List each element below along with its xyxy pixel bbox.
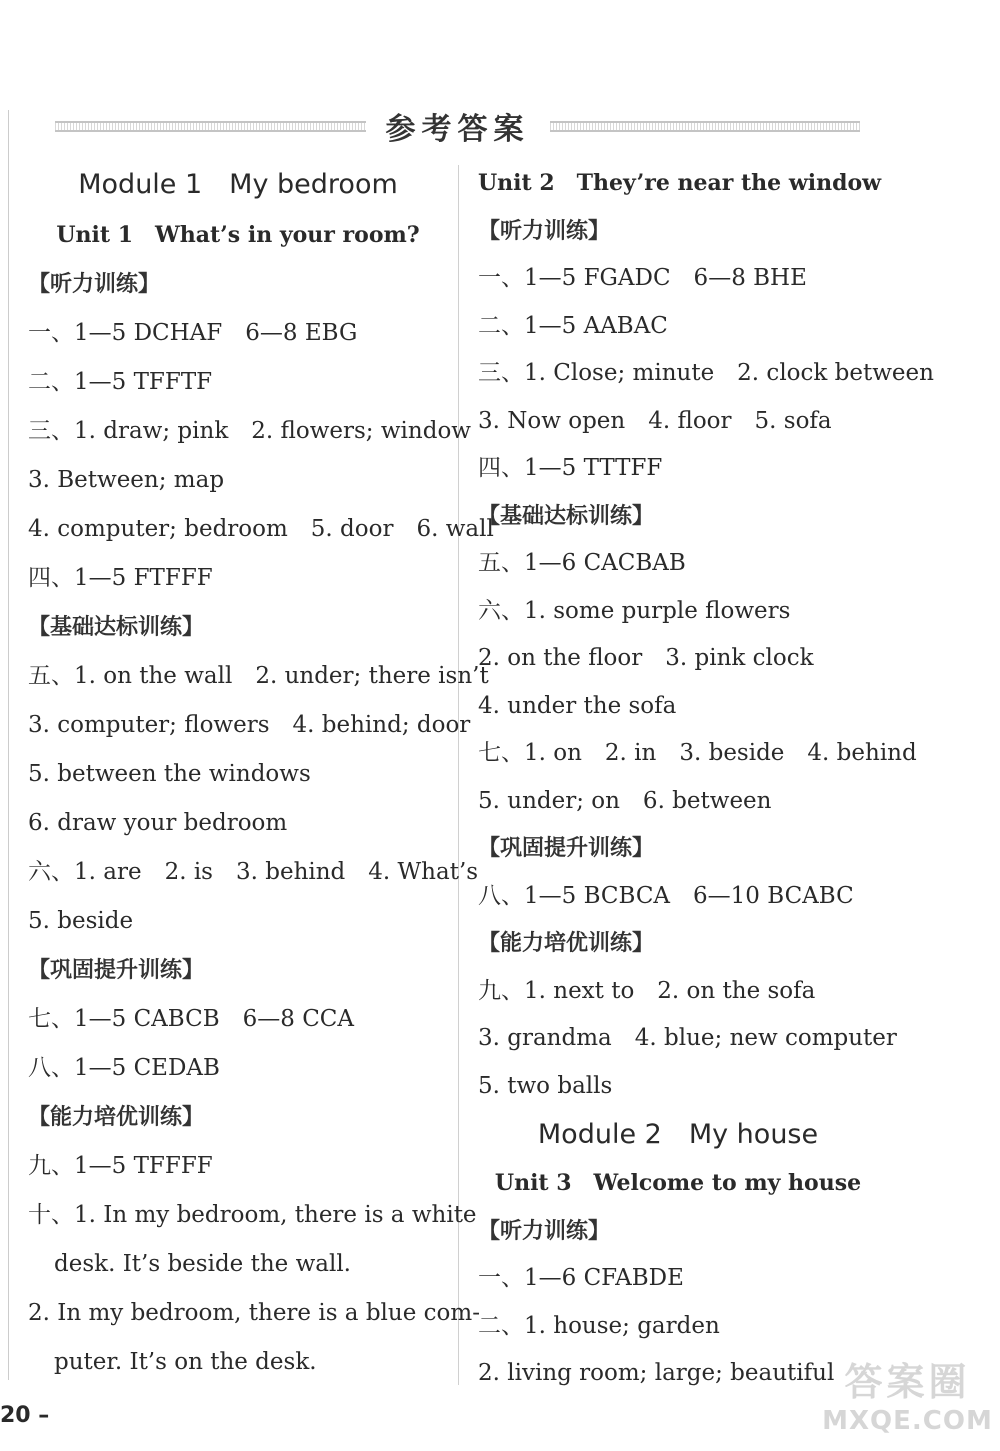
right-answer-list-module2 <box>478 1208 878 1398</box>
answer-line: 6. draw your bedroom <box>28 810 288 836</box>
section-heading: 【听力训练】 <box>478 1218 611 1244</box>
page-title-row <box>55 100 860 152</box>
answer-line: 四、1—5 FTFFF <box>28 565 213 591</box>
section-heading: 【巩固提升训练】 <box>28 958 205 983</box>
answer-line: 二、1—5 TFFTF <box>28 369 213 395</box>
unit-heading: Unit 2 They’re near the window <box>478 170 882 196</box>
watermark-text: 答案圈 <box>844 1360 971 1404</box>
answer-line: 七、1—5 CABCB 6—8 CCA <box>28 1006 354 1032</box>
left-answer-list <box>28 260 494 1387</box>
answer-line: 2. living room; large; beautiful <box>478 1360 835 1386</box>
answer-line: 二、1—5 AABAC <box>478 312 668 339</box>
answer-line: 3. Now open 4. floor 5. sofa <box>478 407 832 434</box>
section-heading: 【能力培优训练】 <box>478 931 655 956</box>
answer-line: 六、1. some purple flowers <box>478 597 791 624</box>
answer-line: 一、1—5 DCHAF 6—8 EBG <box>28 320 358 346</box>
right-answer-list <box>478 208 934 1111</box>
answer-line: 九、1—5 TFFFF <box>28 1153 213 1179</box>
answer-line: 三、1. draw; pink 2. flowers; window <box>28 418 471 444</box>
answer-line: 4. computer; bedroom 5. door 6. wall <box>28 516 494 542</box>
watermark-url: MXQE.COM <box>822 1406 993 1436</box>
answer-line: 3. grandma 4. blue; new computer <box>478 1025 897 1051</box>
section-heading: 【巩固提升训练】 <box>478 836 655 861</box>
answer-line: 五、1—6 CACBAB <box>478 550 686 576</box>
answer-line: 4. under the sofa <box>478 692 677 719</box>
answer-line: 九、1. next to 2. on the sofa <box>478 977 816 1004</box>
answer-line: 5. under; on 6. between <box>478 787 772 814</box>
answer-line: 5. beside <box>28 908 134 934</box>
section-heading: 【基础达标训练】 <box>28 615 205 640</box>
section-heading: 【能力培优训练】 <box>28 1105 205 1130</box>
answer-line: 八、1—5 CEDAB <box>28 1055 220 1081</box>
answer-line: desk. It’s beside the wall. <box>54 1251 351 1277</box>
answer-line: puter. It’s on the desk. <box>54 1349 317 1375</box>
page-number: 20 – <box>0 1403 50 1428</box>
title-rule-right <box>550 121 861 132</box>
answer-line: 十、1. In my bedroom, there is a white <box>28 1202 477 1228</box>
answer-line: 3. computer; flowers 4. behind; door <box>28 712 471 738</box>
left-margin-rule <box>8 110 9 1380</box>
left-column <box>28 160 494 1387</box>
unit-heading: Unit 1 What’s in your room? <box>56 222 420 248</box>
answer-line: 六、1. are 2. is 3. behind 4. What’s <box>28 859 479 885</box>
section-heading: 【听力训练】 <box>28 272 161 297</box>
answer-line: 四、1—5 TTTFF <box>478 455 663 481</box>
answer-line: 3. Between; map <box>28 467 225 493</box>
section-heading: 【基础达标训练】 <box>478 503 655 529</box>
watermark-logo <box>820 1358 995 1444</box>
answer-line: 2. In my bedroom, there is a blue com- <box>28 1300 480 1326</box>
module-heading: Module 2 My house <box>537 1119 819 1150</box>
page-title: 参考答案 <box>385 112 530 147</box>
answer-line: 二、1. house; garden <box>478 1312 720 1339</box>
answer-line: 一、1—6 CFABDE <box>478 1265 684 1291</box>
unit-heading: Unit 3 Welcome to my house <box>494 1170 862 1196</box>
section-heading: 【听力训练】 <box>478 218 611 244</box>
answer-line: 五、1. on the wall 2. under; there isn’t <box>28 663 489 689</box>
module-heading: Module 1 My bedroom <box>78 169 398 200</box>
answer-line: 一、1—5 FGADC 6—8 BHE <box>478 265 807 291</box>
answer-line: 三、1. Close; minute 2. clock between <box>478 360 934 386</box>
answer-line: 5. between the windows <box>28 761 311 787</box>
answer-line: 5. two balls <box>478 1072 613 1099</box>
answer-line: 七、1. on 2. in 3. beside 4. behind <box>478 740 917 766</box>
answer-line: 2. on the floor 3. pink clock <box>478 645 814 671</box>
answer-line: 八、1—5 BCBCA 6—10 BCABC <box>478 882 854 909</box>
title-rule-left <box>55 121 366 132</box>
